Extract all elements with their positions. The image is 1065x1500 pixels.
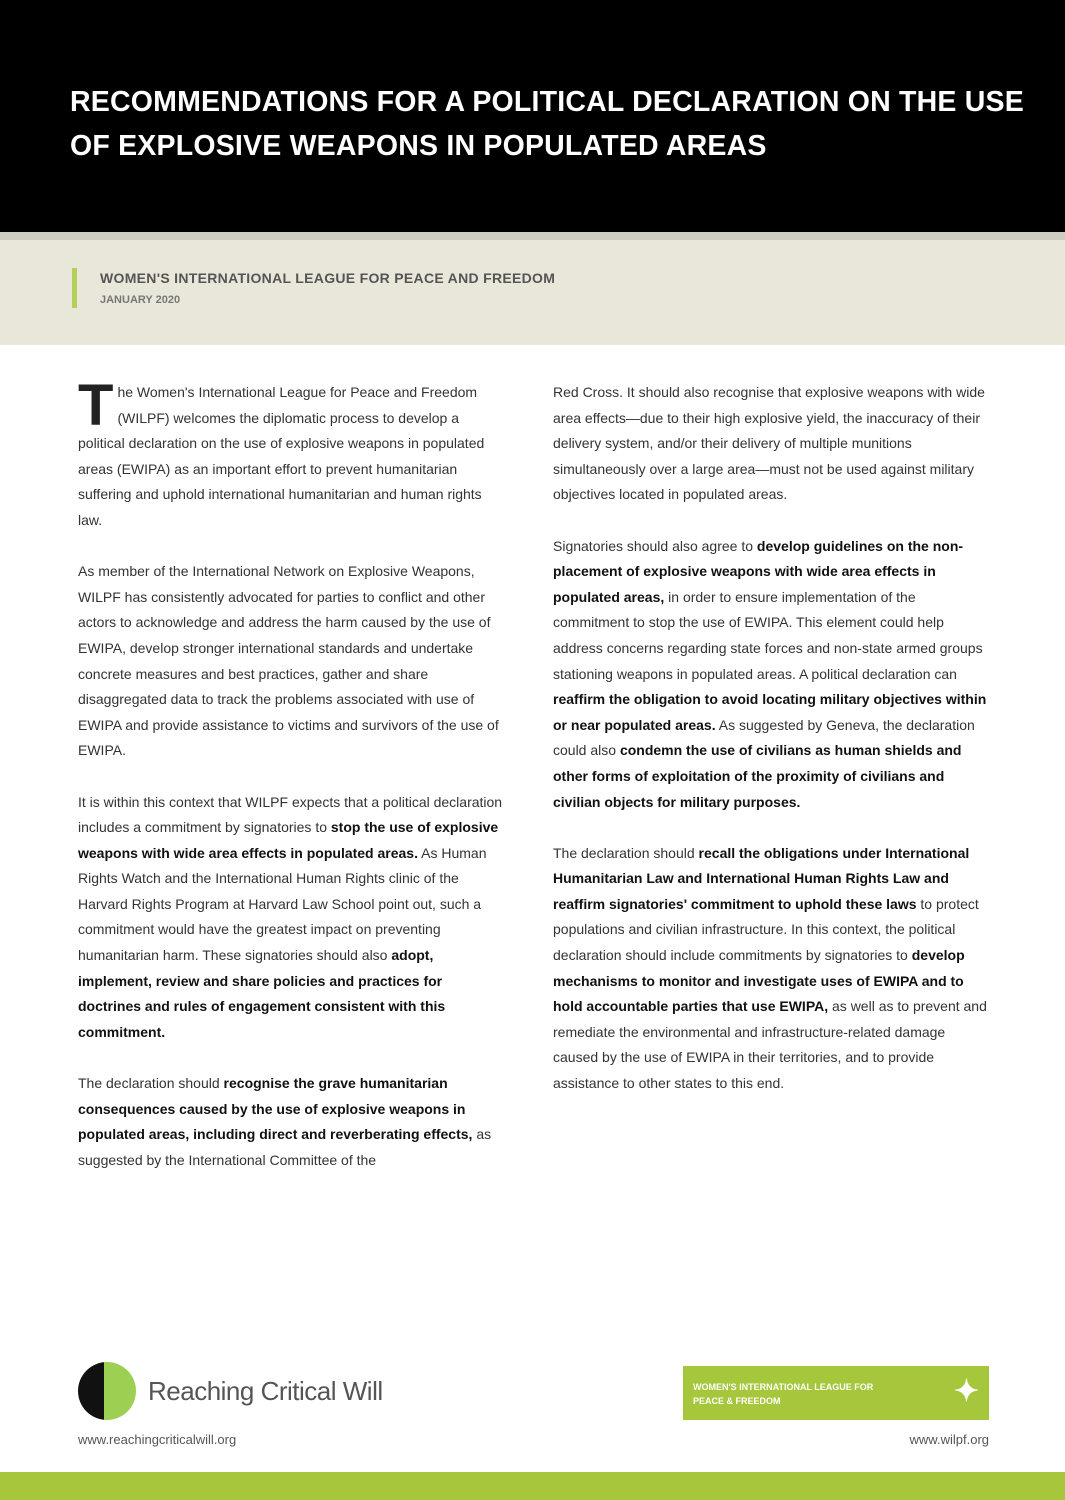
text: as suggested by the International Committee of the (78, 1126, 492, 1168)
text: It is within this context that WILPF expects that a political declaration includes a commitment by signatories to (78, 793, 503, 836)
wilpf-logo (683, 1366, 989, 1420)
dove-icon: ✦ (953, 1375, 979, 1408)
text: As Human Rights Watch and the International Human Rights clinic of the Harvard Rights Program at Harvard Law School point out, such a commitment would have the greatest impact on preventing humanitarian harm. These signatories should also (78, 844, 487, 964)
bold-text: recall the obligations under International Humanitarian Law and International Human Rights Law and reaffirm signatories' commitment to uphold these laws (553, 844, 970, 912)
bold-text: recognise the grave humanitarian consequences caused by the use of explosive weapons in populated areas, including direct and reverberating effects, (78, 1075, 473, 1143)
title-banner (0, 0, 1065, 232)
paragraph (553, 380, 990, 508)
paragraph (78, 790, 506, 1046)
text: Red Cross. It should also recognise that explosive weapons with wide area effects—due to their high explosive yield, the inaccuracy of their delivery system, and/or their delivery of multiple munitions simultaneously over a large area—must not be used against military objectives located in populated areas. (553, 384, 985, 503)
text: in order to ensure implementation of the commitment to stop the use of EWIPA. This element could help address concerns regarding state forces and non-state armed groups stationing weapons in populated areas. A political declaration can (553, 588, 983, 682)
bold-text: develop guidelines on the non-placement of explosive weapons with wide area effects in populated areas, (553, 537, 964, 605)
paragraph (78, 559, 506, 764)
accent-bar (72, 268, 77, 308)
bold-text: stop the use of explosive weapons with wide area effects in populated areas. (78, 819, 499, 861)
rcw-url[interactable]: www.reachingcriticalwill.org (78, 1432, 237, 1447)
drop-cap: T (78, 373, 114, 438)
publication-date: JANUARY 2020 (100, 294, 181, 306)
wilpf-url[interactable]: www.wilpf.org (909, 1432, 989, 1447)
right-column (553, 380, 990, 1122)
rcw-logo-icon (78, 1362, 136, 1420)
bold-text: develop mechanisms to monitor and investigate uses of EWIPA and to hold accountable parties that use EWIPA, (553, 947, 965, 1015)
rcw-logo (78, 1362, 383, 1420)
text: Signatories should also agree to (553, 537, 757, 554)
text: The declaration should (78, 1075, 224, 1092)
text: as well as to prevent and remediate the environmental and infrastructure-related damage caused by the use of EWIPA in their territories, and to provide assistance to other states to this end. (553, 998, 987, 1092)
bold-text: condemn the use of civilians as human shields and other forms of exploitation of the proximity of civilians and civilian objects for military purposes. (553, 742, 962, 810)
document-title: RECOMMENDATIONS FOR A POLITICAL DECLARATION ON THE USE OF EXPLOSIVE WEAPONS IN POPULATED AREAS (70, 86, 1024, 162)
text: he Women's International League for Peace and Freedom (WILPF) welcomes the diplomatic process to develop a political declaration on the use of explosive weapons in populated areas (EWIPA) as an important effort to prevent humanitarian suffering and uphold international humanitarian and human rights law. (78, 384, 485, 528)
footer-bar (0, 1472, 1065, 1500)
paragraph (78, 373, 506, 534)
text: As member of the International Network on Explosive Weapons, WILPF has consistently advocated for parties to conflict and other actors to acknowledge and address the harm caused by the use of EWIPA, develop stronger international standards and undertake concrete measures and best practices, gather and share disaggregated data to track the problems associated with use of EWIPA and provide assistance to victims and survivors of the use of EWIPA. (78, 563, 499, 759)
bold-text: reaffirm the obligation to avoid locating military objectives within or near populated areas. (553, 691, 987, 733)
text: to protect populations and civilian infrastructure. In this context, the political declaration should include commitments by signatories to (553, 895, 979, 964)
wilpf-name: WOMEN'S INTERNATIONAL LEAGUE FOR PEACE & FREEDOM (693, 1382, 874, 1406)
organization-name: WOMEN'S INTERNATIONAL LEAGUE FOR PEACE AND FREEDOM (100, 270, 556, 286)
text: The declaration should (553, 844, 699, 861)
text: As suggested by Geneva, the declaration could also (553, 716, 975, 759)
bold-text: adopt, implement, review and share policies and practices for doctrines and rules of engagement consistent with this commitment. (78, 947, 446, 1040)
left-column (78, 373, 506, 1199)
subtitle-band (0, 232, 1065, 345)
rcw-name: Reaching Critical Will (148, 1375, 383, 1406)
paragraph (78, 1071, 506, 1173)
paragraph (553, 534, 990, 816)
paragraph (553, 841, 990, 1097)
